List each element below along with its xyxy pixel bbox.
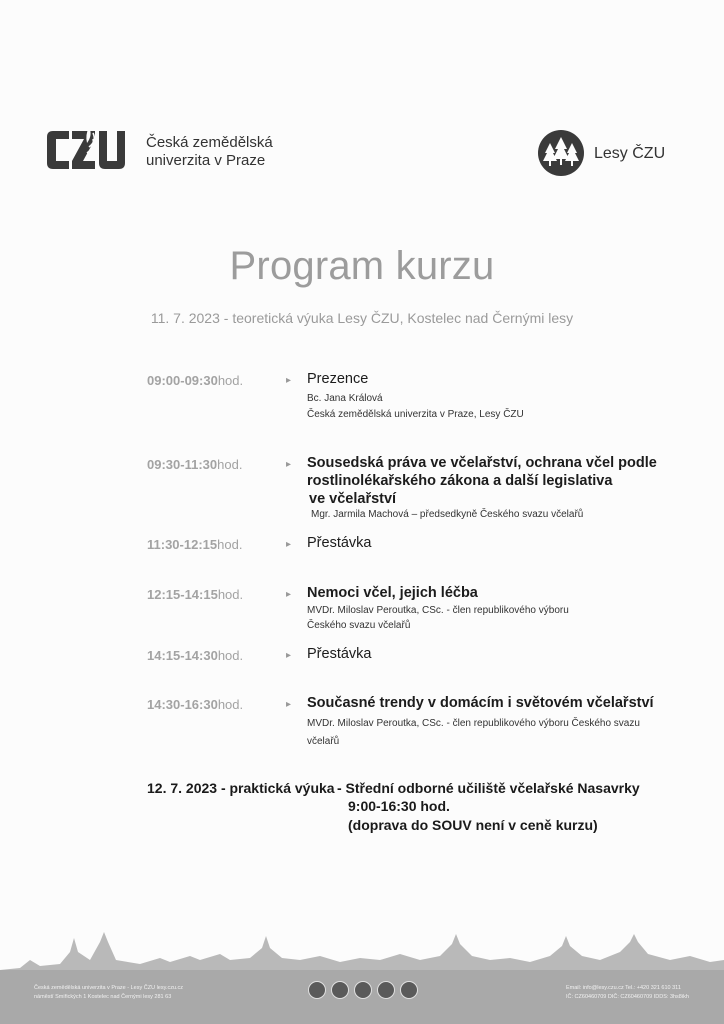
footer-contact-line: Email: info@lesy.czu.cz Tel.: +420 321 610 311: [566, 985, 681, 991]
schedule-note: včelařů: [307, 736, 340, 747]
partner-logo-icon: [400, 981, 418, 999]
time-unit: hod.: [217, 457, 243, 472]
footer-contact-line: IČ: CZ60460709 DIČ: CZ60460709 IDDS: 3hs8ikh: [566, 994, 689, 1000]
schedule-note: MVDr. Miloslav Peroutka, CSc. - člen republikového výboru Českého svazu: [307, 718, 640, 729]
schedule-topic: Přestávka: [307, 646, 372, 662]
schedule-topic: Prezence: [307, 371, 369, 387]
schedule-time: [147, 457, 242, 472]
schedule-topic-line: Sousedská práva ve včelařství, ochrana včel podle: [307, 455, 657, 471]
bullet-icon: ▸: [286, 650, 292, 661]
schedule-note: Bc. Jana Králová: [307, 393, 383, 404]
czu-logo: [47, 127, 133, 173]
footer-contact: [566, 984, 689, 1002]
lesy-czu-logo: [537, 129, 585, 177]
partner-logo-icon: [308, 981, 326, 999]
time-range: 11:30-12:15: [147, 537, 218, 552]
schedule-time: [147, 373, 243, 388]
bullet-icon: ▸: [286, 459, 292, 470]
schedule-time: [147, 587, 243, 602]
bullet-icon: ▸: [286, 589, 292, 600]
time-unit: hod.: [217, 697, 244, 712]
day2-time: 9:00-16:30 hod.: [348, 798, 450, 814]
time-unit: hod.: [217, 587, 244, 602]
schedule-note: Českého svazu včelařů: [307, 620, 411, 631]
schedule-topic-line: ve včelařství: [309, 491, 397, 507]
footer-address-line: náměstí Smiřických 1 Kostelec nad Černými lesy 281 63: [34, 994, 172, 1000]
lesy-czu-name: Lesy ČZU: [594, 145, 666, 162]
schedule-topic: Nemoci včel, jejich léčba: [307, 585, 478, 601]
partner-logo-icon: [377, 981, 395, 999]
footer-icons: [308, 981, 418, 999]
schedule-topic-line: rostlinolékařského zákona a další legislativa: [307, 473, 613, 489]
czu-name-line2: univerzita v Praze: [146, 152, 266, 169]
partner-logo-icon: [354, 981, 372, 999]
time-range: 12:15-14:15: [147, 587, 218, 602]
czu-name-line1: Česká zemědělská: [146, 134, 273, 151]
czu-name: [146, 134, 273, 170]
time-unit: hod.: [217, 648, 244, 663]
schedule-note: MVDr. Miloslav Peroutka, CSc. - člen republikového výboru: [307, 605, 569, 616]
day2-note: (doprava do SOUV není v ceně kurzu): [348, 817, 598, 833]
partner-logo-icon: [331, 981, 349, 999]
bullet-icon: ▸: [286, 699, 292, 710]
schedule-note: Česká zemědělská univerzita v Praze, Lesy ČZU: [307, 409, 524, 420]
day2-place: - Střední odborné učiliště včelařské Nasavrky: [337, 780, 640, 796]
schedule-time: [147, 648, 243, 663]
time-range: 09:00-09:30: [147, 373, 218, 388]
day2-label: 12. 7. 2023 - praktická výuka: [147, 780, 335, 796]
time-unit: hod.: [217, 537, 243, 552]
footer-address: [34, 984, 183, 1002]
schedule-time: [147, 537, 242, 552]
time-range: 09:30-11:30: [147, 457, 218, 472]
time-unit: hod.: [217, 373, 244, 388]
bullet-icon: ▸: [286, 375, 292, 386]
schedule-note: Mgr. Jarmila Machová – předsedkyně Českého svazu včelařů: [311, 509, 584, 520]
bullet-icon: ▸: [286, 539, 292, 550]
page-subtitle: 11. 7. 2023 - teoretická výuka Lesy ČZU, Kostelec nad Černými lesy: [150, 310, 574, 326]
schedule-time: [147, 697, 243, 712]
time-range: 14:30-16:30: [147, 697, 218, 712]
page-title: Program kurzu: [229, 244, 495, 288]
footer-address-line: Česká zemědělská univerzita v Praze - Lesy ČZU lesy.czu.cz: [34, 985, 184, 991]
time-range: 14:15-14:30: [147, 648, 218, 663]
schedule-topic: Současné trendy v domácím i světovém včelařství: [307, 695, 654, 711]
schedule-topic: Přestávka: [307, 535, 372, 551]
footer-skyline: [0, 930, 724, 1024]
